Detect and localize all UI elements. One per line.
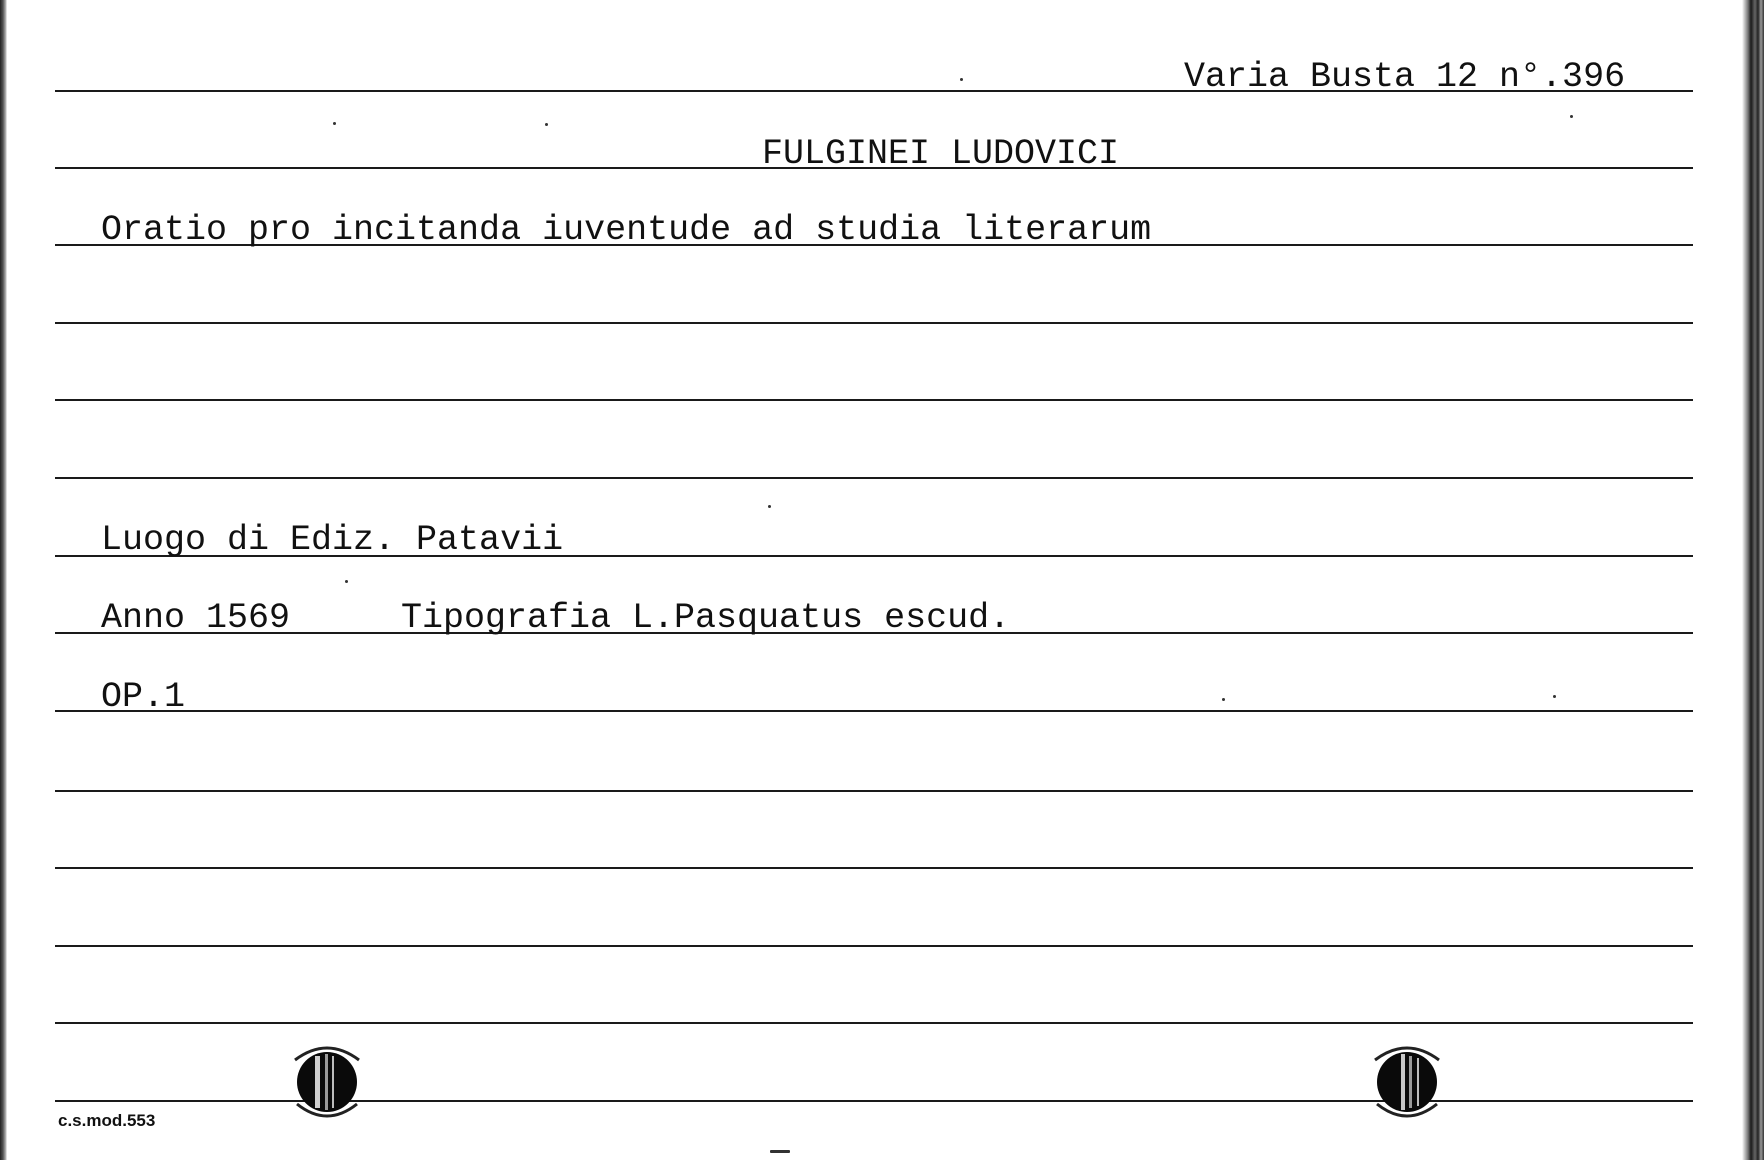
form-code: c.s.mod.553 — [58, 1111, 156, 1130]
punch-hole-right — [1367, 1042, 1447, 1122]
ruled-line — [55, 1022, 1693, 1024]
ruled-line — [55, 322, 1693, 324]
place-of-edition: Luogo di Ediz. Patavii — [101, 520, 564, 560]
reference-number: Varia Busta 12 n°.396 — [1184, 57, 1626, 97]
scan-speck — [770, 1150, 790, 1153]
author-heading: FULGINEI LUDOVICI — [762, 134, 1120, 174]
ruled-line — [55, 710, 1693, 712]
scan-speck — [545, 123, 548, 126]
scan-speck — [960, 78, 963, 81]
year-of-edition: Anno 1569 — [101, 598, 291, 638]
scan-speck — [1553, 695, 1556, 698]
punch-hole-left — [287, 1042, 367, 1122]
scan-speck — [345, 580, 348, 583]
scan-speck — [768, 505, 771, 508]
scan-speck — [1222, 698, 1225, 701]
ruled-line — [55, 867, 1693, 869]
scan-edge-left — [0, 0, 7, 1160]
printer-line: Tipografia L.Pasquatus escud. — [401, 598, 1011, 638]
scan-speck — [1570, 115, 1573, 118]
ruled-line — [55, 399, 1693, 401]
ruled-line — [55, 945, 1693, 947]
scan-speck — [333, 122, 336, 125]
ruled-line — [55, 477, 1693, 479]
scan-edge-right — [1742, 0, 1764, 1160]
title-line: Oratio pro incitanda iuventude ad studia literarum — [101, 210, 1152, 250]
op-number: OP.1 — [101, 677, 186, 717]
ruled-line — [55, 790, 1693, 792]
